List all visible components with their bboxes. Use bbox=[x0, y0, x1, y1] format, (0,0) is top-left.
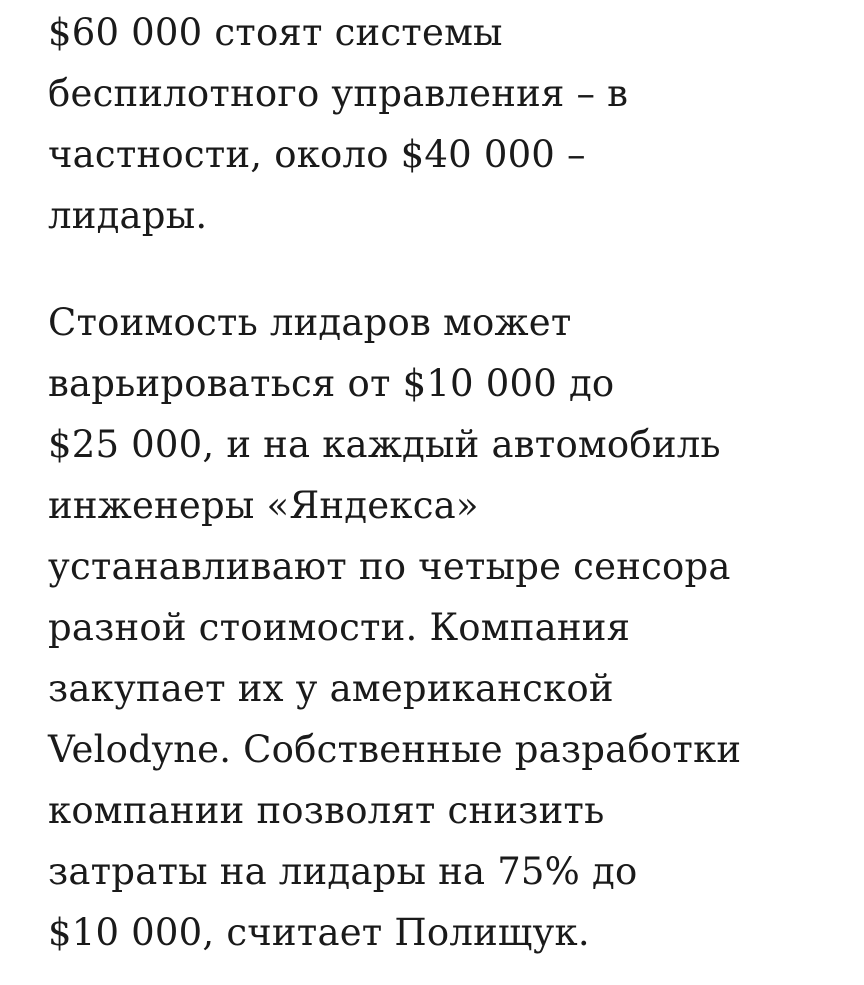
paragraph-1 bbox=[48, 2, 628, 246]
paragraph-2-line: $25 000, и на каждый автомобиль bbox=[48, 423, 721, 466]
paragraph-1-line: беспилотного управления – в bbox=[48, 72, 629, 115]
paragraph-1-line: $60 000 стоят системы bbox=[48, 11, 503, 54]
paragraph-2-line: устанавливают по четыре сенсора bbox=[48, 545, 731, 588]
paragraph-2-line: закупает их у американской bbox=[48, 667, 614, 710]
paragraph-2-line: варьироваться от $10 000 до bbox=[48, 362, 615, 405]
paragraph-2-line: разной стоимости. Компания bbox=[48, 606, 631, 649]
paragraph-2-line: инженеры «Яндекса» bbox=[48, 484, 479, 527]
paragraph-1-line: лидары. bbox=[48, 194, 208, 237]
paragraph-2-line: компании позволят снизить bbox=[48, 789, 605, 832]
paragraph-2-line: Velodyne. Собственные разработки bbox=[48, 728, 742, 771]
paragraph-1-line: частности, около $40 000 – bbox=[48, 133, 586, 176]
paragraph-2-line: $10 000, считает Полищук. bbox=[48, 911, 590, 954]
paragraph-2-line: Стоимость лидаров может bbox=[48, 301, 572, 344]
paragraph-2-line: затраты на лидары на 75% до bbox=[48, 850, 638, 893]
paragraph-2 bbox=[48, 292, 741, 963]
